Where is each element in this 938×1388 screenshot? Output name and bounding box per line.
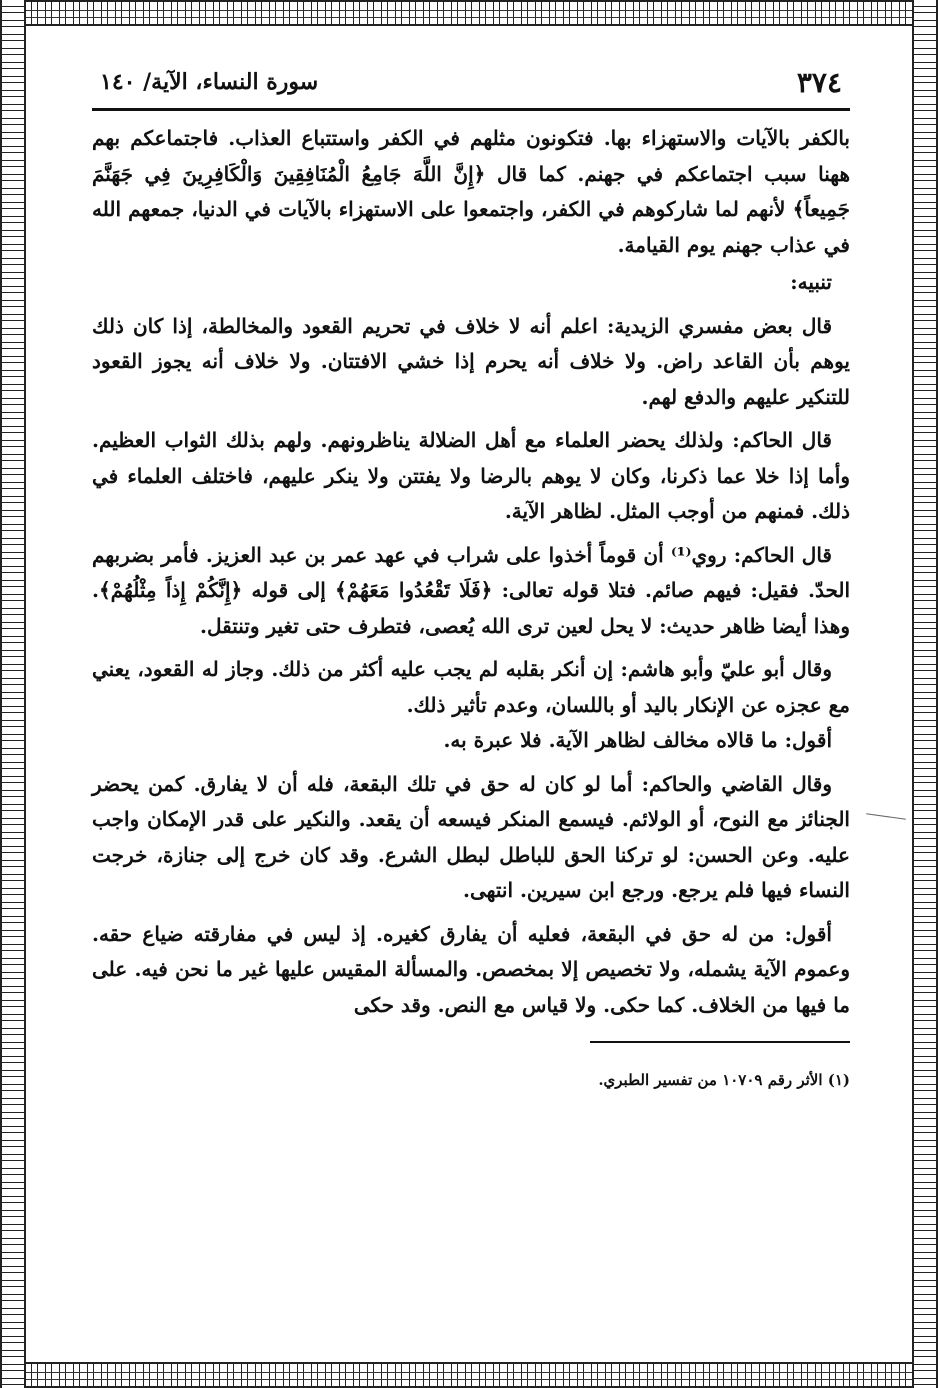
margin-pencil-mark [866,813,906,820]
paragraph-7: وقال القاضي والحاكم: أما لو كان له حق في تلك البقعة، فله أن لا يفارق. كمن يحضر الجنائز مع النوح، أو الولائم. فيسمع المنكر فيسعه أن يقعد. والنكير على قدر الإمكان واجب عليه. وعن الحسن: لو تركنا الحق للباطل لبطل الشرع. وقد كان خرج إلى جنازة، خرجت النساء فيها فلم يرجع. ورجع ابن سيرين. انتهى. [92,771,850,902]
header-rule [92,108,850,111]
page-body [92,121,850,1023]
paragraph-4: قال الحاكم: روي⁽¹⁾ أن قوماً أخذوا على شراب في عهد عمر بن عبد العزيز. فأمر بضربهم الحدّ. فقيل: فيهم صائم. فتلا قوله تعالى: ﴿فَلَا تَقْعُدُوا مَعَهُمْ﴾ إلى قوله ﴿إِنَّكُمْ إِذاً مِثْلُهُمْ﴾. وهذا أيضا ظاهر حديث: لا يحل لعين ترى الله يُعصى، فتطرف حتى تغير وتنتقل. [92,542,850,638]
paragraph-8: أقول: من له حق في البقعة، فعليه أن يفارق كغيره. إذ ليس في مفارقته ضياع حقه. وعموم الآية يشمله، ولا تخصيص إلا بمخصص. والمسألة المقيس عليها غير ما نحن فيه. على ما فيها من الخلاف. كما حكى. ولا قياس مع النص. وقد حكى [92,921,850,1017]
section-heading: تنبيه: [790,270,832,294]
paragraph-1: بالكفر بالآيات والاستهزاء بها. فتكونون مثلهم في الكفر واستتباع العذاب. فاجتماعكم بهم ههنا سبب اجتماعكم في جهنم. كما قال ﴿إِنَّ اللَّهَ جَامِعُ الْمُنَافِقِينَ وَالْكَافِرِينَ فِي جَهَنَّمَ جَمِيعاً﴾ لأنهم لما شاركوهم في الكفر، واجتمعوا على الاستهزاء بالآيات في الدنيا، جمعهم الله في عذاب جهنم يوم القيامة. [92,126,850,257]
footnote-rule [590,1041,850,1043]
bottom-border [0,1362,938,1388]
right-border [912,0,938,1388]
paragraph-6: أقول: ما قالاه مخالف لظاهر الآية. فلا عبرة به. [443,728,832,752]
paragraph-5: وقال أبو عليّ وأبو هاشم: إن أنكر بقلبه لم يجب عليه أكثر من ذلك. وجاز له القعود، يعني مع عجزه عن الإنكار باليد أو باللسان، وعدم تأثير ذلك. [92,657,850,717]
page [92,60,850,1089]
paragraph-3: قال الحاكم: ولذلك يحضر العلماء مع أهل الضلالة يناظرونهم. ولهم بذلك الثواب العظيم. وأما إذا خلا عما ذكرنا، وكان لا يوهم بالرضا ولا يفتتن ولا ينكر عليهم، فاختلف العلماء في ذلك. فمنهم من أوجب المثل. لظاهر الآية. [92,428,850,523]
footnote: (١) الأثر رقم ١٠٧٠٩ من تفسير الطبري. [598,1071,850,1089]
paragraph-2: قال بعض مفسري الزيدية: اعلم أنه لا خلاف في تحريم القعود والمخالطة، إذا كان ذلك يوهم بأن القاعد راض. ولا خلاف أنه يحرم إذا خشي الافتتان. ولا خلاف أنه يجوز القعود للتنكير عليهم والدفع لهم. [92,313,850,409]
page-number: ٣٧٤ [796,65,842,99]
running-head: سورة النساء، الآية/ ١٤٠ [100,69,319,95]
page-header [92,60,850,104]
top-border [0,0,938,26]
left-border [0,0,26,1388]
